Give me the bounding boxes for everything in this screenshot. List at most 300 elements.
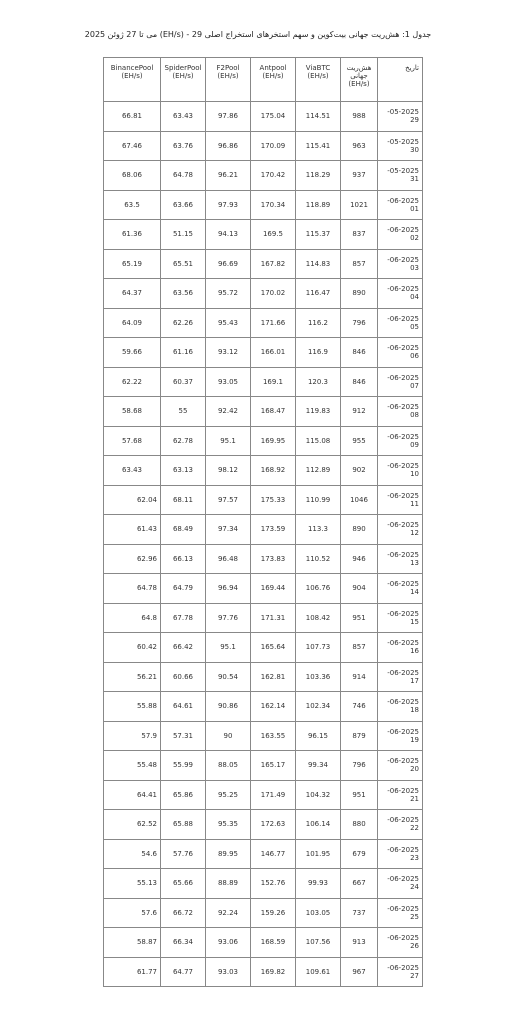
cell-date-main: -06-2025 [387, 462, 419, 471]
cell-date-main: -06-2025 [387, 904, 419, 913]
table-row [104, 515, 423, 545]
cell-date [378, 131, 423, 161]
cell-spiderpool: 63.56 [161, 279, 206, 309]
cell-binancepool: 57.6 [104, 898, 161, 928]
cell-date-main: -05-2025 [387, 137, 419, 146]
cell-binancepool: 56.21 [104, 662, 161, 692]
cell-hashrate: 890 [341, 515, 378, 545]
cell-viabtc: 103.05 [296, 898, 341, 928]
cell-f2pool: 92.42 [206, 397, 251, 427]
cell-hashrate: 796 [341, 751, 378, 781]
cell-hashrate: 946 [341, 544, 378, 574]
cell-spiderpool: 68.49 [161, 515, 206, 545]
cell-spiderpool: 60.66 [161, 662, 206, 692]
cell-binancepool: 59.66 [104, 338, 161, 368]
cell-date-day: 19 [410, 735, 419, 744]
table-row [104, 308, 423, 338]
header-spiderpool: SpiderPool (EH/s) [161, 58, 206, 102]
cell-hashrate: 951 [341, 603, 378, 633]
cell-spiderpool: 55 [161, 397, 206, 427]
cell-date [378, 810, 423, 840]
cell-antpool: 163.55 [251, 721, 296, 751]
table-header-row [104, 58, 423, 102]
cell-antpool: 170.02 [251, 279, 296, 309]
cell-date [378, 102, 423, 132]
table-row [104, 810, 423, 840]
cell-date-day: 07 [410, 381, 419, 390]
cell-hashrate: 902 [341, 456, 378, 486]
cell-date-main: -06-2025 [387, 491, 419, 500]
cell-antpool: 171.66 [251, 308, 296, 338]
cell-hashrate: 1046 [341, 485, 378, 515]
cell-date [378, 249, 423, 279]
cell-f2pool: 95.1 [206, 633, 251, 663]
cell-date-main: -06-2025 [387, 698, 419, 707]
cell-antpool: 170.42 [251, 161, 296, 191]
hashrate-table [103, 57, 423, 987]
cell-date-main: -06-2025 [387, 668, 419, 677]
cell-f2pool: 95.72 [206, 279, 251, 309]
cell-antpool: 170.09 [251, 131, 296, 161]
cell-viabtc: 119.83 [296, 397, 341, 427]
cell-date [378, 397, 423, 427]
cell-viabtc: 120.3 [296, 367, 341, 397]
cell-binancepool: 57.9 [104, 721, 161, 751]
cell-date [378, 957, 423, 987]
table-row [104, 426, 423, 456]
cell-hashrate: 937 [341, 161, 378, 191]
cell-spiderpool: 63.76 [161, 131, 206, 161]
cell-date-day: 25 [410, 912, 419, 921]
cell-hashrate: 967 [341, 957, 378, 987]
cell-date-main: -06-2025 [387, 314, 419, 323]
cell-date-day: 01 [410, 204, 419, 213]
cell-binancepool: 64.37 [104, 279, 161, 309]
cell-hashrate: 837 [341, 220, 378, 250]
table-row [104, 869, 423, 899]
cell-spiderpool: 66.13 [161, 544, 206, 574]
table-row [104, 367, 423, 397]
cell-antpool: 165.64 [251, 633, 296, 663]
cell-viabtc: 118.89 [296, 190, 341, 220]
table-row [104, 928, 423, 958]
cell-f2pool: 93.03 [206, 957, 251, 987]
cell-antpool: 168.59 [251, 928, 296, 958]
cell-f2pool: 93.05 [206, 367, 251, 397]
cell-f2pool: 90.54 [206, 662, 251, 692]
cell-antpool: 171.49 [251, 780, 296, 810]
cell-date-day: 20 [410, 765, 419, 774]
cell-date-main: -06-2025 [387, 934, 419, 943]
cell-viabtc: 108.42 [296, 603, 341, 633]
cell-f2pool: 95.43 [206, 308, 251, 338]
cell-spiderpool: 63.66 [161, 190, 206, 220]
cell-hashrate: 890 [341, 279, 378, 309]
cell-f2pool: 89.95 [206, 839, 251, 869]
cell-antpool: 162.14 [251, 692, 296, 722]
cell-date-main: -06-2025 [387, 757, 419, 766]
cell-date-day: 26 [410, 942, 419, 951]
cell-spiderpool: 64.78 [161, 161, 206, 191]
cell-date-main: -06-2025 [387, 285, 419, 294]
cell-viabtc: 101.95 [296, 839, 341, 869]
cell-antpool: 171.31 [251, 603, 296, 633]
cell-hashrate: 857 [341, 249, 378, 279]
cell-date-main: -06-2025 [387, 521, 419, 530]
cell-f2pool: 93.12 [206, 338, 251, 368]
cell-date-day: 30 [410, 145, 419, 154]
cell-date-main: -06-2025 [387, 344, 419, 353]
cell-spiderpool: 51.15 [161, 220, 206, 250]
cell-f2pool: 98.12 [206, 456, 251, 486]
cell-binancepool: 62.04 [104, 485, 161, 515]
cell-antpool: 168.92 [251, 456, 296, 486]
cell-viabtc: 116.47 [296, 279, 341, 309]
table-row [104, 456, 423, 486]
cell-binancepool: 64.8 [104, 603, 161, 633]
cell-hashrate: 679 [341, 839, 378, 869]
cell-date [378, 308, 423, 338]
table-row [104, 102, 423, 132]
header-binancepool: BinancePool (EH/s) [104, 58, 161, 102]
cell-antpool: 175.33 [251, 485, 296, 515]
cell-viabtc: 118.29 [296, 161, 341, 191]
cell-viabtc: 116.9 [296, 338, 341, 368]
table-body [104, 102, 423, 987]
table-row [104, 131, 423, 161]
cell-binancepool: 61.36 [104, 220, 161, 250]
cell-binancepool: 61.43 [104, 515, 161, 545]
cell-date-day: 18 [410, 706, 419, 715]
cell-date-day: 11 [410, 499, 419, 508]
cell-f2pool: 96.21 [206, 161, 251, 191]
cell-spiderpool: 64.79 [161, 574, 206, 604]
cell-antpool: 167.82 [251, 249, 296, 279]
header-f2pool: F2Pool (EH/s) [206, 58, 251, 102]
cell-binancepool: 55.88 [104, 692, 161, 722]
cell-binancepool: 63.5 [104, 190, 161, 220]
cell-hashrate: 667 [341, 869, 378, 899]
cell-binancepool: 62.52 [104, 810, 161, 840]
cell-hashrate: 737 [341, 898, 378, 928]
cell-viabtc: 115.37 [296, 220, 341, 250]
cell-date [378, 869, 423, 899]
cell-f2pool: 97.76 [206, 603, 251, 633]
cell-binancepool: 67.46 [104, 131, 161, 161]
cell-date-day: 23 [410, 853, 419, 862]
cell-viabtc: 103.36 [296, 662, 341, 692]
cell-date [378, 780, 423, 810]
cell-hashrate: 746 [341, 692, 378, 722]
cell-antpool: 175.04 [251, 102, 296, 132]
cell-f2pool: 92.24 [206, 898, 251, 928]
cell-date [378, 574, 423, 604]
cell-spiderpool: 65.51 [161, 249, 206, 279]
cell-f2pool: 90 [206, 721, 251, 751]
cell-f2pool: 90.86 [206, 692, 251, 722]
table-row [104, 544, 423, 574]
cell-date-day: 16 [410, 647, 419, 656]
cell-binancepool: 63.43 [104, 456, 161, 486]
cell-f2pool: 97.86 [206, 102, 251, 132]
cell-date [378, 338, 423, 368]
cell-date [378, 161, 423, 191]
table-row [104, 574, 423, 604]
cell-hashrate: 796 [341, 308, 378, 338]
cell-spiderpool: 55.99 [161, 751, 206, 781]
cell-date-day: 15 [410, 617, 419, 626]
table-row [104, 957, 423, 987]
cell-hashrate: 1021 [341, 190, 378, 220]
cell-viabtc: 114.83 [296, 249, 341, 279]
cell-viabtc: 114.51 [296, 102, 341, 132]
cell-date [378, 721, 423, 751]
table-row [104, 839, 423, 869]
cell-date-main: -05-2025 [387, 108, 419, 117]
cell-f2pool: 95.25 [206, 780, 251, 810]
cell-hashrate: 913 [341, 928, 378, 958]
cell-binancepool: 66.81 [104, 102, 161, 132]
cell-spiderpool: 62.26 [161, 308, 206, 338]
cell-date-day: 24 [410, 883, 419, 892]
cell-f2pool: 96.94 [206, 574, 251, 604]
cell-date [378, 485, 423, 515]
cell-date [378, 220, 423, 250]
cell-date [378, 898, 423, 928]
cell-date-day: 02 [410, 234, 419, 243]
cell-date [378, 692, 423, 722]
cell-binancepool: 58.68 [104, 397, 161, 427]
cell-date-main: -06-2025 [387, 226, 419, 235]
cell-date [378, 426, 423, 456]
cell-binancepool: 55.48 [104, 751, 161, 781]
cell-f2pool: 95.1 [206, 426, 251, 456]
cell-spiderpool: 57.31 [161, 721, 206, 751]
cell-date [378, 603, 423, 633]
cell-date-main: -06-2025 [387, 963, 419, 972]
cell-f2pool: 93.06 [206, 928, 251, 958]
table-row [104, 279, 423, 309]
cell-spiderpool: 68.11 [161, 485, 206, 515]
cell-date [378, 456, 423, 486]
cell-spiderpool: 57.76 [161, 839, 206, 869]
cell-date [378, 928, 423, 958]
cell-viabtc: 113.3 [296, 515, 341, 545]
cell-viabtc: 99.34 [296, 751, 341, 781]
table-row [104, 397, 423, 427]
cell-date-main: -06-2025 [387, 196, 419, 205]
cell-date-day: 17 [410, 676, 419, 685]
cell-hashrate: 879 [341, 721, 378, 751]
cell-binancepool: 61.77 [104, 957, 161, 987]
cell-date-day: 21 [410, 794, 419, 803]
header-date: تاریخ [378, 58, 423, 102]
cell-binancepool: 60.42 [104, 633, 161, 663]
cell-spiderpool: 64.77 [161, 957, 206, 987]
cell-binancepool: 65.19 [104, 249, 161, 279]
cell-f2pool: 95.35 [206, 810, 251, 840]
cell-viabtc: 104.32 [296, 780, 341, 810]
cell-antpool: 169.82 [251, 957, 296, 987]
cell-f2pool: 97.57 [206, 485, 251, 515]
table-row [104, 721, 423, 751]
table-row [104, 485, 423, 515]
cell-date [378, 839, 423, 869]
cell-date-day: 10 [410, 470, 419, 479]
cell-date-day: 29 [410, 116, 419, 125]
cell-hashrate: 988 [341, 102, 378, 132]
cell-date-day: 04 [410, 293, 419, 302]
cell-antpool: 166.01 [251, 338, 296, 368]
cell-viabtc: 96.15 [296, 721, 341, 751]
cell-date [378, 367, 423, 397]
header-hashrate: هش‌ریت جهانی (EH/s) [341, 58, 378, 102]
cell-spiderpool: 65.86 [161, 780, 206, 810]
cell-hashrate: 846 [341, 367, 378, 397]
cell-binancepool: 57.68 [104, 426, 161, 456]
cell-hashrate: 951 [341, 780, 378, 810]
cell-date-main: -06-2025 [387, 550, 419, 559]
cell-hashrate: 880 [341, 810, 378, 840]
cell-date-main: -06-2025 [387, 609, 419, 618]
header-viabtc: ViaBTC (EH/s) [296, 58, 341, 102]
cell-viabtc: 110.52 [296, 544, 341, 574]
cell-spiderpool: 65.66 [161, 869, 206, 899]
cell-spiderpool: 66.72 [161, 898, 206, 928]
cell-binancepool: 55.13 [104, 869, 161, 899]
cell-date-main: -06-2025 [387, 373, 419, 382]
cell-date-day: 09 [410, 440, 419, 449]
table-caption: جدول 1: هش‌ریت جهانی بیت‌کوین و سهم استخرهای استخراج اصلی 29 - (EH/s) می تا 27 ژوئن 2025 [84, 30, 432, 39]
cell-f2pool: 88.89 [206, 869, 251, 899]
cell-hashrate: 846 [341, 338, 378, 368]
cell-date-day: 05 [410, 322, 419, 331]
table-row [104, 338, 423, 368]
cell-antpool: 170.34 [251, 190, 296, 220]
cell-antpool: 169.5 [251, 220, 296, 250]
cell-date-main: -06-2025 [387, 403, 419, 412]
cell-f2pool: 96.48 [206, 544, 251, 574]
cell-antpool: 169.95 [251, 426, 296, 456]
header-antpool: Antpool (EH/s) [251, 58, 296, 102]
cell-spiderpool: 62.78 [161, 426, 206, 456]
cell-antpool: 152.76 [251, 869, 296, 899]
cell-date-main: -06-2025 [387, 639, 419, 648]
cell-f2pool: 88.05 [206, 751, 251, 781]
table-row [104, 692, 423, 722]
cell-date-day: 06 [410, 352, 419, 361]
cell-viabtc: 106.14 [296, 810, 341, 840]
cell-date-day: 12 [410, 529, 419, 538]
cell-viabtc: 107.56 [296, 928, 341, 958]
table-row [104, 633, 423, 663]
table-row [104, 603, 423, 633]
cell-spiderpool: 65.88 [161, 810, 206, 840]
table-row [104, 249, 423, 279]
cell-spiderpool: 60.37 [161, 367, 206, 397]
cell-date-day: 08 [410, 411, 419, 420]
cell-antpool: 159.26 [251, 898, 296, 928]
cell-binancepool: 62.22 [104, 367, 161, 397]
cell-date-main: -06-2025 [387, 580, 419, 589]
cell-binancepool: 54.6 [104, 839, 161, 869]
cell-viabtc: 109.61 [296, 957, 341, 987]
cell-binancepool: 64.09 [104, 308, 161, 338]
cell-hashrate: 963 [341, 131, 378, 161]
cell-antpool: 165.17 [251, 751, 296, 781]
cell-date [378, 662, 423, 692]
table-row [104, 898, 423, 928]
cell-f2pool: 97.34 [206, 515, 251, 545]
cell-viabtc: 99.93 [296, 869, 341, 899]
cell-hashrate: 912 [341, 397, 378, 427]
cell-binancepool: 68.06 [104, 161, 161, 191]
cell-f2pool: 94.13 [206, 220, 251, 250]
cell-date-day: 14 [410, 588, 419, 597]
cell-viabtc: 112.89 [296, 456, 341, 486]
cell-viabtc: 115.08 [296, 426, 341, 456]
cell-antpool: 162.81 [251, 662, 296, 692]
cell-viabtc: 102.34 [296, 692, 341, 722]
cell-antpool: 169.44 [251, 574, 296, 604]
cell-hashrate: 955 [341, 426, 378, 456]
cell-spiderpool: 66.42 [161, 633, 206, 663]
cell-antpool: 146.77 [251, 839, 296, 869]
table-row [104, 190, 423, 220]
cell-date-day: 13 [410, 558, 419, 567]
table-row [104, 662, 423, 692]
table-row [104, 751, 423, 781]
cell-date-day: 03 [410, 263, 419, 272]
cell-date [378, 190, 423, 220]
cell-date-main: -06-2025 [387, 845, 419, 854]
cell-binancepool: 62.96 [104, 544, 161, 574]
table-row [104, 220, 423, 250]
cell-date [378, 633, 423, 663]
cell-viabtc: 116.2 [296, 308, 341, 338]
cell-antpool: 173.59 [251, 515, 296, 545]
cell-f2pool: 96.69 [206, 249, 251, 279]
cell-spiderpool: 63.13 [161, 456, 206, 486]
cell-date-main: -06-2025 [387, 255, 419, 264]
cell-date-main: -06-2025 [387, 786, 419, 795]
cell-spiderpool: 63.43 [161, 102, 206, 132]
cell-binancepool: 64.78 [104, 574, 161, 604]
cell-date-main: -05-2025 [387, 167, 419, 176]
cell-date-main: -06-2025 [387, 727, 419, 736]
cell-viabtc: 107.73 [296, 633, 341, 663]
cell-date-day: 22 [410, 824, 419, 833]
table-row [104, 161, 423, 191]
cell-date [378, 544, 423, 574]
cell-f2pool: 96.86 [206, 131, 251, 161]
cell-spiderpool: 67.78 [161, 603, 206, 633]
cell-viabtc: 110.99 [296, 485, 341, 515]
cell-viabtc: 106.76 [296, 574, 341, 604]
cell-f2pool: 97.93 [206, 190, 251, 220]
cell-date-main: -06-2025 [387, 816, 419, 825]
cell-date-main: -06-2025 [387, 875, 419, 884]
cell-date [378, 751, 423, 781]
cell-hashrate: 914 [341, 662, 378, 692]
cell-date [378, 279, 423, 309]
cell-date [378, 515, 423, 545]
cell-binancepool: 64.41 [104, 780, 161, 810]
table-row [104, 780, 423, 810]
cell-antpool: 172.63 [251, 810, 296, 840]
cell-spiderpool: 66.34 [161, 928, 206, 958]
cell-date-day: 27 [410, 971, 419, 980]
